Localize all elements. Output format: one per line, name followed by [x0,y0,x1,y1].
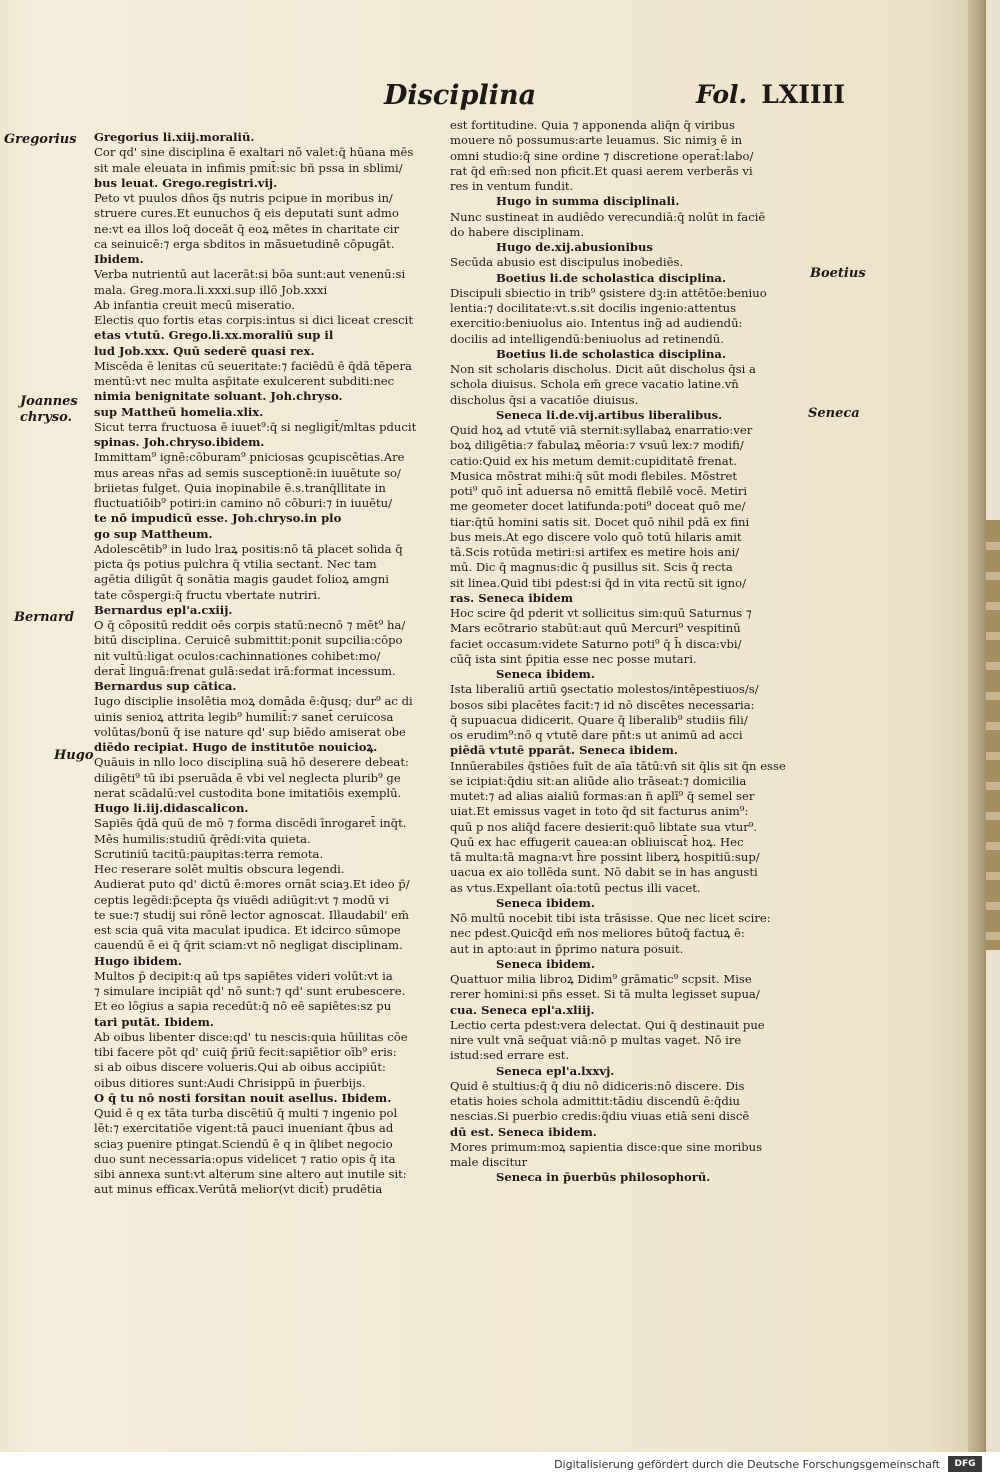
running-head: Disciplina [384,80,537,111]
section-heading: lud Job.xxx. Quū sederē quasi rex. [94,343,315,358]
section-heading: sup Mattheū homelia.xlix. [94,404,264,419]
text-line: as ⱱtus.Expellant oīa:totū pectus illi vacet. [450,880,701,895]
section-heading: tari putāt. Ibidem. [94,1014,214,1029]
text-line: quū p nos aliq̄d facere desierit:quō libtate sua vtur⁹. [450,819,758,834]
margin-note-gregorius: Gregorius [4,132,77,147]
text-line: O q̄ cōpositū reddit oēs corpis statū:necnō ⁊ mēt⁹ ha/ [94,618,406,632]
text-line: mutet:⁊ ad alias aialiū formas:an n̄ aplī⁹ q̄ semel ser [450,789,755,803]
section-heading: Boetius li.de scholastica disciplina. [496,346,726,361]
text-line: tā multa:tā magna:vt h̄re possint liberꝝ hospitiū:sup/ [450,850,760,864]
text-line: Adolescētib⁹ in ludo lraꝝ positis:nō tā placet solida q̄ [94,541,403,556]
text-line: Mēs humilis:studiū q̄rēdi:vita quieta. [94,831,311,846]
section-heading: piēdā ⱱtutē pparāt. Seneca ibidem. [450,743,678,758]
text-line: catio:Quid ex his metum demit:cupiditatē frenat. [450,453,737,468]
section-heading: cua. Seneca epl'a.xliij. [450,1002,595,1017]
section-heading: spinas. Joh.chryso.ibidem. [94,435,265,449]
text-line: cauendū ē ei q̄ q̄rit sciam:vt nō negligat disciplinam. [94,938,403,953]
text-line: Quattuor milia libroꝝ Didim⁹ grāmatic⁹ scpsit. Mise [450,972,752,986]
text-line: res in ventum fundit. [450,179,574,193]
section-heading: ras. Seneca ibidem [450,590,574,605]
section-heading: Bernardus epl'a.cxiij. [94,602,233,617]
page-edge [968,0,986,1452]
text-line: ceptis legēdi:p̄cepta q̄s viuēdi adiūgit:vt ⁊ modū vi [94,892,389,907]
text-line: ne:vt ea illos loq̄ doceāt q̄ eoꝝ mētes in charitate cir [94,221,399,236]
text-line: Secūda abusio est discipulus inobediēs. [450,255,684,270]
section-heading: etas ⱱtutū. Grego.li.xx.moraliū sup il [94,328,334,343]
section-heading: bus leuat. Grego.registri.vij. [94,175,278,190]
text-line: Immittam⁹ ignē:cōburam⁹ pniciosas ꝯcupiscētias.Are [94,450,405,465]
section-heading: Ibidem. [94,252,144,266]
folio-prefix: Fol. [696,80,748,109]
section-heading: Seneca in p̄uerbūs philosophorū. [496,1170,711,1185]
text-line: Quū ex hac effugerit cauea:an obliuiscat̄ hoꝝ. Hec [450,834,744,849]
text-line: me geometer docet latifunda:poti⁹ doceat quō me/ [450,499,746,514]
text-line: se icipiat:q̄diu sit:an aliūde alio trāseat:⁊ domicilia [450,773,747,788]
section-heading: nimia benignitate soluant. Joh.chryso. [94,389,343,404]
section-heading: dū est. Seneca ibidem. [450,1124,597,1139]
text-line: tiar:q̄tū homini satis sit. Docet quō nihil pdā ex fini [450,514,750,529]
text-line: Musica mōstrat mihi:q̄ sūt modi flebiles. Mōstret [450,468,738,483]
text-line: Peto vt puulos dn̄os q̄s nutris pcipue in moribus in/ [94,191,393,205]
text-line: exercitio:beniuolus aio. Intentus ing̃ ad audiendū: [450,316,743,331]
text-line: Non sit scholaris discholus. Dicit aūt discholus q̄si a [450,362,756,376]
section-heading: Hugo in summa disciplinali. [496,194,680,209]
text-line: mala. Greg.mora.li.xxxi.sup illō Job.xxxi [94,282,328,297]
text-line: Quāuis in nllo loco disciplina suā hō deserere debeat: [94,755,409,770]
text-line: nec pdest.Quicq̄d em̄ nos meliores būtoq̄ factuꝝ ē: [450,926,745,941]
text-line: ca seinuicē:⁊ erga sbditos in mā̄suetudinē cōpugāt. [94,236,395,251]
text-line: struere cures.Et eunuchos q̄ eis deputati sunt admo [94,206,399,221]
text-line: discholus q̄si a vacatiōe diuisus. [450,392,639,407]
margin-note-joannes: Joannes [20,394,78,409]
section-heading: diēdo recipiat. Hugo de institutōe nouicioꝝ. [94,740,378,754]
text-line: boꝝ diligētia:⁊ fabulaꝝ mēoria:⁊ ⱱsuū lex:⁊ modifi/ [450,438,744,453]
text-line: est fortitudine. Quia ⁊ apponenda aliq̄n q̄ viribus [450,118,735,132]
footer-credit: Digitalisierung gefördert durch die Deutsche Forschungsgemeinschaft [554,1458,940,1471]
text-line: Et eo lōgius a sapia recedūt:q̄ nō eē sapiētes:sz pu [94,999,392,1014]
margin-note-boetius: Boetius [810,266,866,281]
text-line: Electis quo fortis etas corpis:intus si dici liceat crescit [94,313,413,327]
section-heading: Hugo de.xij.abusionibus [496,240,653,254]
text-line: Cor qd' sine disciplina ē exaltari nō valet:q̄ hūana mēs [94,145,414,160]
text-line: aut minus efficax.Verūtā melior(vt dicit̄) prudētia [94,1182,383,1197]
text-line: faciet occasum:videte Saturno poti⁹ q̄ h̄ disca:vbi/ [450,636,742,651]
text-line: os erudim⁹:nō q ⱱtutē dare pn̄t:s ut animū ad acci [450,728,743,742]
text-line: sibi annexa sunt:vt alterum sine altero aut inutile sit: [94,1167,407,1181]
text-line: Sicut terra fructuosa ē iuuet⁹:q̄ si negligit̄/mltas pducit [94,419,417,434]
text-line: bosos sibi placētes facit:⁊ id nō discētes necessaria: [450,697,755,712]
section-heading: Seneca ibidem. [496,895,595,910]
text-line: Hoc scire q̄d pderit vt sollicitus sim:quū Saturnus ⁊ [450,606,752,620]
text-line: Verba nutrientū aut lacerāt:si bōa sunt:aut venenū:si [94,267,406,282]
text-line: Miscēda ē lenitas cū seueritate:⁊ faciēdū ē q̄dā tēpera [94,358,412,373]
dfg-logo: DFG [948,1456,982,1472]
text-line: Mores primum:moꝝ sapientia disce:que sine moribus [450,1139,763,1154]
text-line: Scrutiniū tacitū:paupitas:terra remota. [94,846,324,861]
text-line: Hec reserare solēt multis obscura legendi. [94,862,345,876]
text-line: te sue:⁊ studij sui rōnē lector agnoscat. Illaudabil' em̄ [94,907,410,922]
text-line: diligēti⁹ tū ibi pseruāda ē vbi vel neglecta plurib⁹ ge [94,770,401,785]
text-line: cūq̄ ista sint p̄pitia esse nec posse mutari. [450,651,697,666]
section-heading: Gregorius li.xiij.moraliū. [94,130,255,144]
text-line: Audierat puto qd' dictū ē:mores ornāt sciaȝ.Et ideo p̄/ [94,877,410,892]
text-line: volūtas/bonū q̄ ise nature qd' sup biēdo amiserat obe [94,724,406,739]
text-line: sit linea.Quid tibi pdest:si q̄d in vita rectū sit igno/ [450,575,746,590]
margin-note-hugo: Hugo [54,748,94,763]
text-line: schola diuisus. Schola em̄ grece vacatio latine.vn̄ [450,377,739,392]
text-line: bus meis.At ego discere volo quō totū hilaris amit [450,529,742,544]
text-line: Ista liberaliū artiū ꝯsectatio molestos/intēpestiuos/s/ [450,682,759,697]
text-line: docilis ad intelligendū:beniuolus ad retinendū. [450,331,724,346]
text-line: Quid ē q ex tāta turba discētiū q̄ multi ⁊ ingenio pol [94,1106,398,1120]
text-line: omni studio:q̄ sine ordine ⁊ discretione operat̄:labo/ [450,148,754,163]
text-line: Sapiēs q̄dā quū de mō ⁊ forma discēdi īnrogaret̄ inq̄t. [94,816,407,831]
text-line: Discipuli sbiectio in trib⁹ ꝯsistere dꝫ:in attētōe:beniuo [450,285,767,300]
section-heading: te nō impudicū esse. Joh.chryso.in plo [94,511,342,526]
text-line: Nunc sustineat in audiēdo verecundiā:q̄ nolūt in faciē [450,209,766,224]
margin-note-seneca: Seneca [808,406,860,421]
text-line: mouere nō possumus:arte leuamus. Sic nimiȝ ē in [450,133,743,148]
text-line: nire vult vnā seq̄uat viā:nō p multas vaget. Nō ire [450,1033,742,1047]
text-line: mū. Dic q̄ magnus:dic q̄ pusillus sit. Scis q̄ recta [450,560,733,575]
text-line: nerat scādalū:vel custodita bone imitatiōis exemplū. [94,785,402,800]
text-line: agētia diligūt q̄ sonātia magis gaudet folioꝝ amgni [94,572,389,587]
section-heading: O q̄ tu nō nosti forsitan nouit asellus. Ibidem. [94,1090,392,1105]
text-line: fluctuatiōib⁹ potiri:in camino nō cōburi:⁊ in iuuētu/ [94,496,393,510]
text-line: Mars ecōtrario stabūt:aut quū Mercuri⁹ vespitinū [450,621,741,636]
text-line: nescias.Si puerbio credis:q̄diu viuas etiā seni discē [450,1109,750,1124]
text-line: rerer homini:si pn̄s esset. Si tā multa legisset supua/ [450,987,760,1002]
section-heading: Seneca ibidem. [496,956,595,971]
section-heading: Boetius li.de scholastica disciplina. [496,270,726,285]
text-line: Ab infantia creuit mecū miseratio. [94,297,295,312]
text-line: uinis senioꝝ attrita legib⁹ humilit̄:⁊ sanet̄ ceruicosa [94,709,394,724]
right-column [450,118,804,1186]
text-line: oibus ditiores sunt:Audi Chrisippū in p̄uerbijs. [94,1075,366,1090]
text-line: lentia:⁊ docilitate:vt.s.sit docilis ingenio:attentus [450,301,737,315]
text-line: Quid ē stultius:q̄ q̄ diu nō didiceris:nō discere. Dis [450,1078,745,1093]
text-line: tā.Scis rotūda metiri:si artifex es metire hois ani/ [450,545,740,559]
text-line: do habere disciplinam. [450,224,585,239]
text-line: sit male eleuata in infimis pmit̄:sic bñ pssa in sblimi/ [94,160,403,175]
text-line: istud:sed errare est. [450,1048,570,1063]
text-line: nit vultū:ligat oculos:cachinnationes cohibet:mo/ [94,648,381,663]
text-line: uacua ex aio tollēda sunt. Nō dabit se in has angusti [450,865,758,880]
section-heading: Seneca epl'a.lxxvj. [496,1063,615,1078]
section-heading: Seneca li.de.vij.artibus liberalibus. [496,407,723,422]
text-line: uiat.Et emissus vaget in toto q̄d sit facturus anim⁹: [450,804,749,819]
text-line: briietas fulget. Quia inopinabile ē.s.tranq̄llitate in [94,480,386,495]
text-line: Quid hoꝝ ad ⱱtutē viā sternit:syllabaꝝ enarratio:ver [450,423,753,437]
text-line: si ab oibus discere volueris.Qui ab oibus accipiūt: [94,1060,386,1075]
text-line: derat̄ linguā:frenat gulā:sedat irā:format incessum. [94,663,396,678]
text-line: picta q̄s potius pulchra q̄ vtilia sectant̄. Nec tam [94,557,377,571]
text-line: Nō multū nocebit tibi ista trāsisse. Que nec licet scire: [450,911,771,925]
margin-note-chryso: chryso. [20,410,73,425]
text-line: Innūerabiles q̄stiōes fuīt de aīa tātū:vn̄ sit q̄lis sit q̄n esse [450,758,786,773]
text-line: Ab oibus libenter disce:qd' tu nescis:quia hūilitas cōe [94,1029,408,1044]
text-line: mus areas nr̄as ad semis susceptionē:in iuuētute so/ [94,465,401,480]
text-line: lēt:⁊ exercitatiōe vigent:tā pauci inueniant q̄bus ad [94,1121,394,1136]
folio-number [696,80,845,109]
text-line: duo sunt necessaria:opus videlicet ⁊ ratio opis q̄ ita [94,1151,396,1166]
text-line: bitū disciplina. Ceruicē submittit:ponit supcilia:cōpo [94,633,403,648]
text-line: Iugo disciplie insolētia moꝝ domāda ē:q̄usq; dur⁹ ac di [94,694,413,709]
section-heading: Hugo ibidem. [94,953,182,968]
text-line: Lectio certa pdest:vera delectat. Qui q̄ destinauit pue [450,1017,765,1032]
text-line: Multos p̄ decipit:q aū tps sapiētes videri volūt:vt ia [94,968,393,983]
text-line: etatis hoies schola admittit:tādiu discendū ē:q̄diu [450,1094,741,1108]
section-heading: go sup Mattheum. [94,526,213,541]
text-line: tibi facere pōt qd' cuiq̄ p̄riū fecit:sapiētior oīb⁹ eris: [94,1045,397,1059]
page-tabs [986,520,1000,950]
left-column [94,130,458,1198]
text-line: sciaȝ puenire ptingat.Sciendū ē q in q̄libet negocio [94,1136,393,1151]
text-line: male discitur [450,1155,528,1169]
text-line: aut in apto:aut in p̄primo natura posuit. [450,941,684,956]
text-line: tate cōspergi:q̄ fructu vbertate nutriri. [94,587,321,602]
margin-note-bernard: Bernard [14,610,74,625]
section-heading: Seneca ibidem. [496,667,595,681]
text-line: rat q̄d em̄:sed non pficit.Et quasi aerem verberās vi [450,163,753,178]
text-line: est scia quā vita maculat ipudica. Et idcirco sūmope [94,923,401,937]
section-heading: Hugo li.iij.didascalicon. [94,801,249,815]
text-line: q̄ supuacua didicerit. Quare q̄ liberalib⁹ studiis fili/ [450,712,748,727]
text-line: mentū:vt nec multa asp̄itate exulcerent subditi:nec [94,374,395,388]
text-line: poti⁹ quō int̄ aduersa nō emittā flebilē vocē. Metiri [450,484,748,498]
text-line: ⁊ simulare incipiāt qd' nō sunt:⁊ qd' sunt erubescere. [94,984,406,998]
folio-value: LXIIII [761,80,846,109]
section-heading: Bernardus sup cātica. [94,679,237,693]
